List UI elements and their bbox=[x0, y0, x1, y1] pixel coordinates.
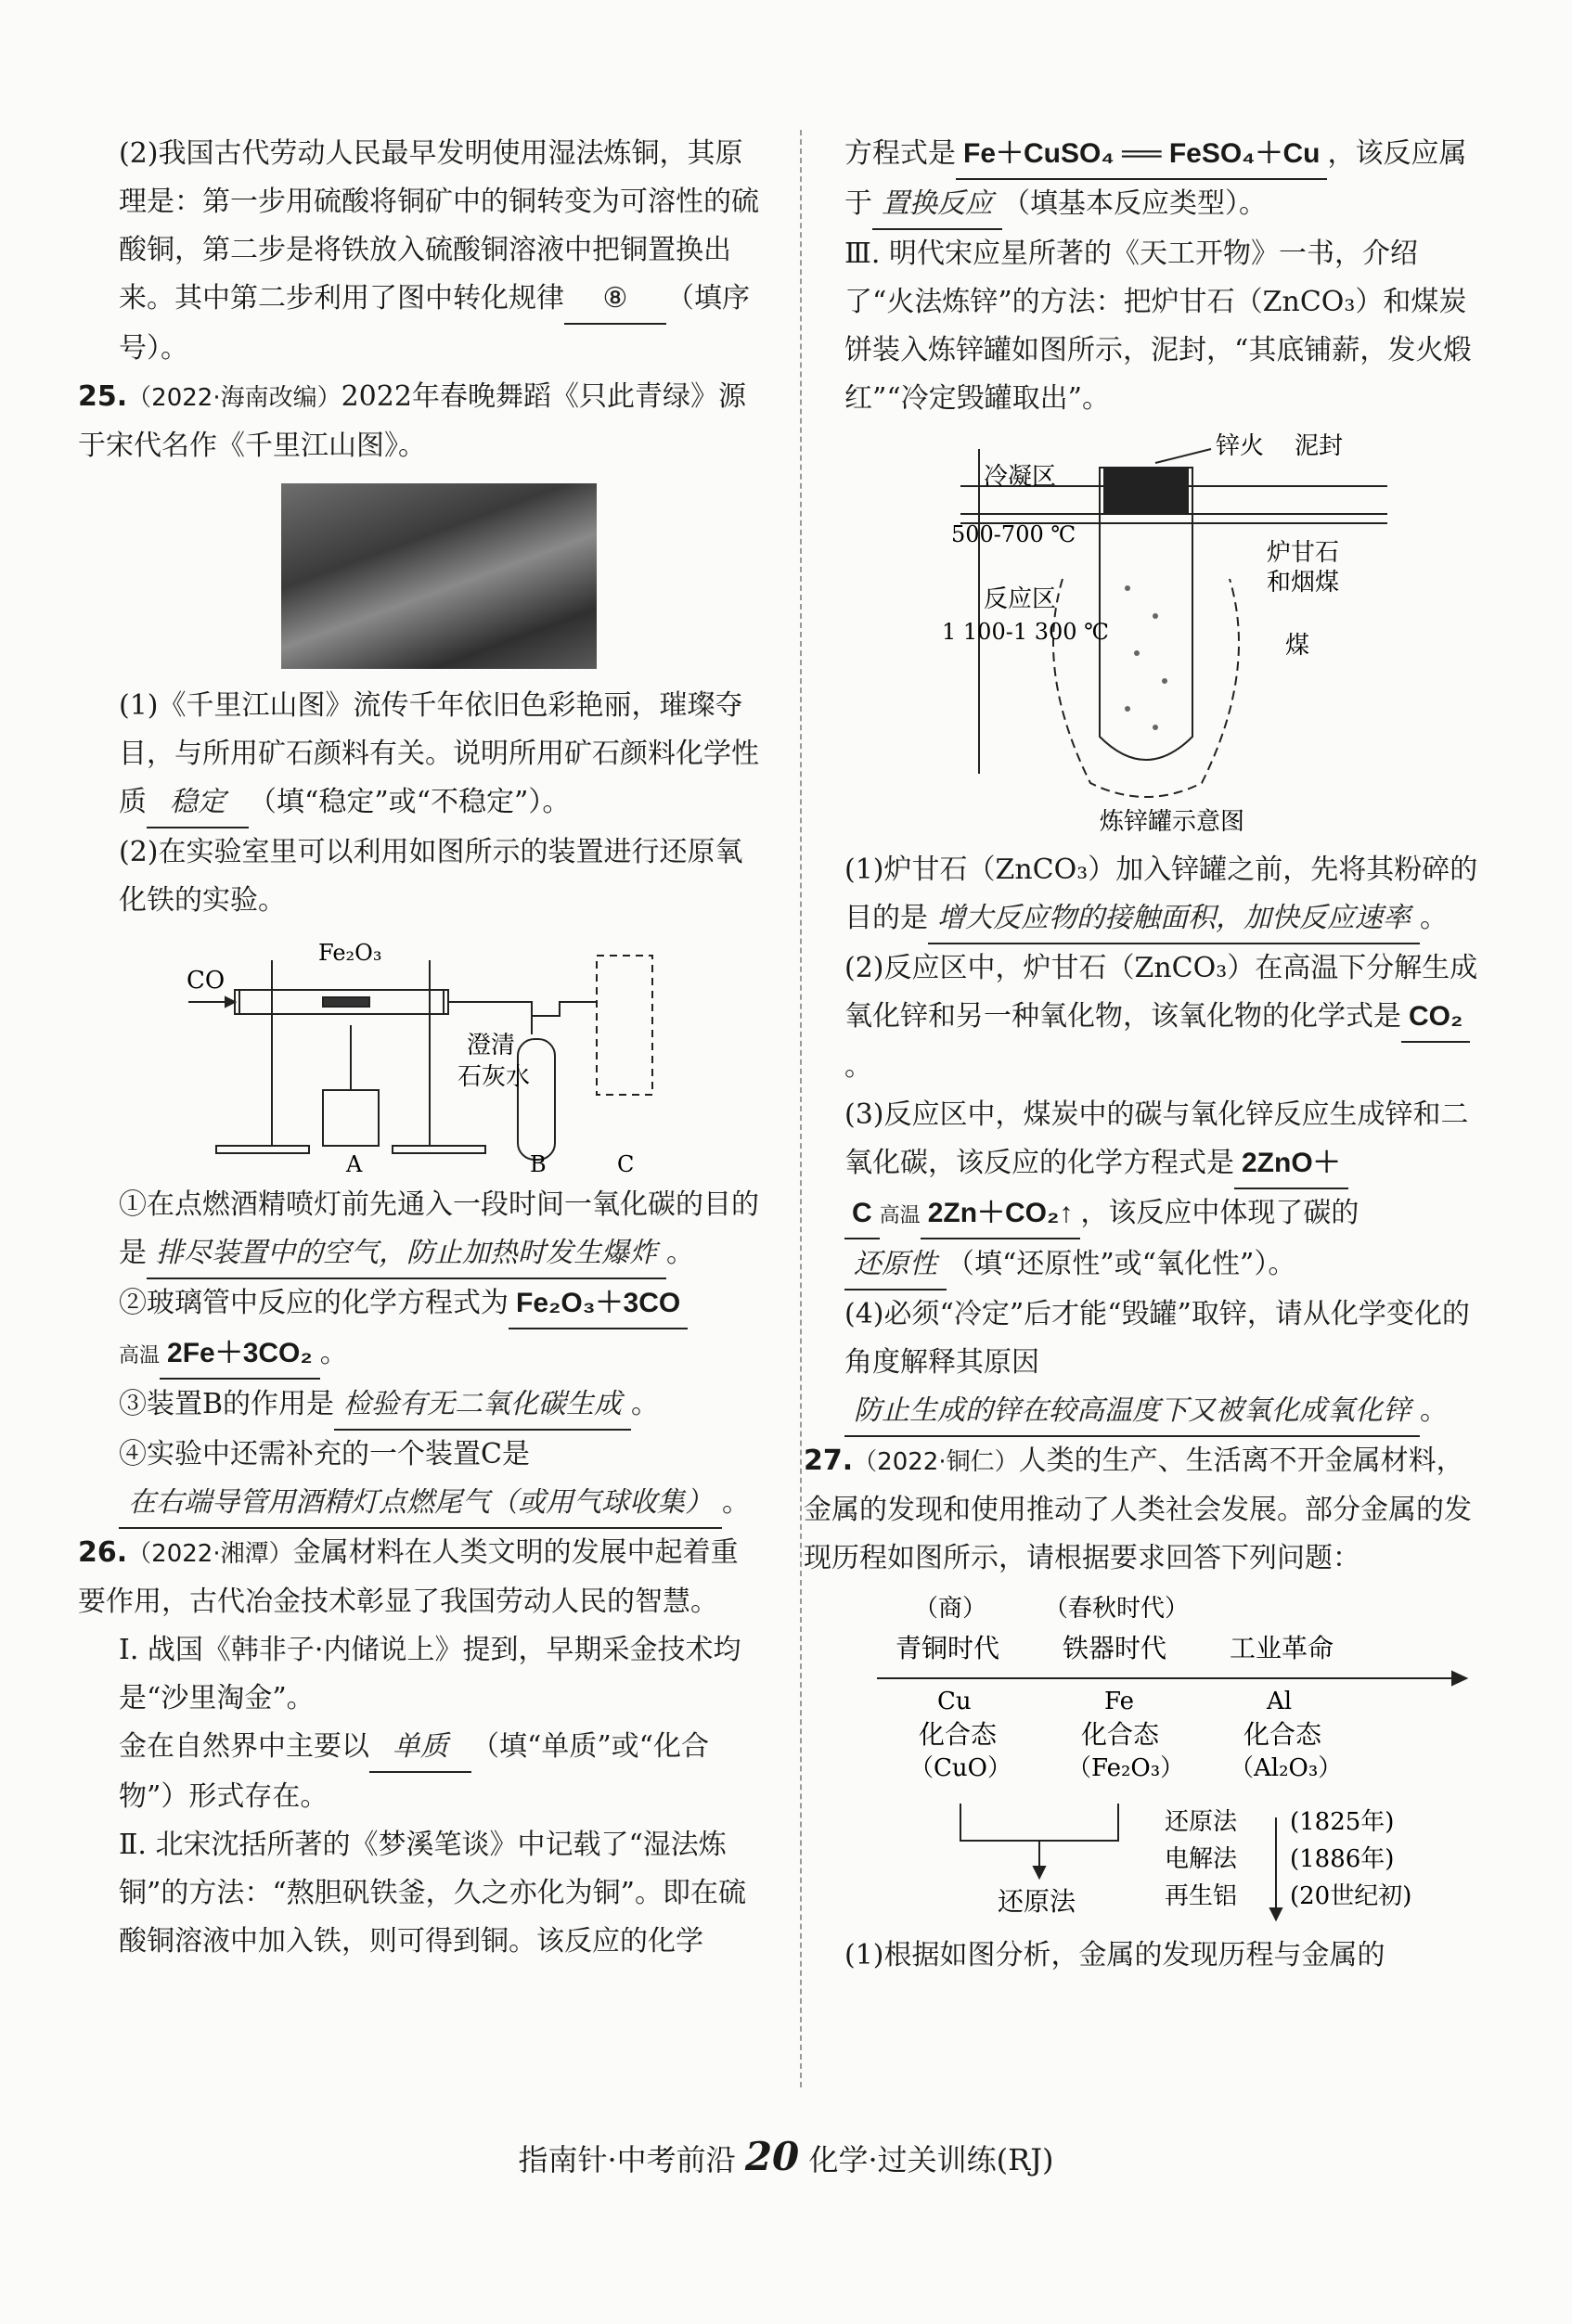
calamine-label-1: 炉甘石 bbox=[1267, 539, 1340, 567]
limewater-label-1: 澄清 bbox=[467, 1032, 516, 1059]
al-year-2: (1886年) bbox=[1290, 1845, 1395, 1873]
q25-s4-answer: 在右端导管用酒精灯点燃尾气（或用气球收集） bbox=[119, 1479, 722, 1529]
coal-label: 煤 bbox=[1285, 632, 1310, 660]
device-c-box bbox=[597, 956, 652, 1095]
q26-2-answer: CO₂ bbox=[1401, 993, 1470, 1043]
q25-2: (2)在实验室里可以利用如图所示的装置进行还原氧化铁的实验。 bbox=[119, 836, 743, 917]
q26-3-condition: 高温 bbox=[879, 1204, 921, 1227]
q26-I-question: 金在自然界中主要以 单质 （填“单质”或“化合物”）形式存在。 bbox=[119, 1723, 759, 1821]
q26-2: (2)反应区中，炉甘石（ZnCO₃）在高温下分解生成氧化锌和另一种氧化物，该氧化物的化学式是 CO₂。 bbox=[844, 952, 1478, 1083]
page-footer bbox=[0, 2134, 1572, 2179]
alcohol-burner bbox=[323, 1090, 379, 1146]
method-reduction: 还原法 bbox=[998, 1886, 1076, 1917]
metal-fe: Fe bbox=[1104, 1688, 1135, 1715]
page-number: 20 bbox=[744, 2134, 800, 2179]
zinc-furnace-diagram bbox=[868, 430, 1462, 839]
footer-left: 指南针·中考前沿 bbox=[518, 2142, 736, 2177]
label-b: B bbox=[530, 1151, 547, 1174]
q26-4: (4)必须“冷定”后才能“毁罐”取锌，请从化学变化的角度解释其原因防止生成的锌在较高温度下又被氧化成氧化锌 。 bbox=[844, 1290, 1485, 1437]
metal-cu: Cu bbox=[937, 1688, 972, 1715]
q25-s3-answer: 检验有无二氧化碳生成 bbox=[334, 1380, 631, 1431]
fe2o3-sample bbox=[323, 997, 369, 1007]
q25-s1: ①在点燃酒精喷灯前先通入一段时间一氧化碳的目的是 排尽装置中的空气，防止加热时发生爆炸 。 bbox=[119, 1181, 759, 1279]
fe-form: （Fe₂O₃） bbox=[1067, 1754, 1185, 1782]
era1-paren: （商） bbox=[914, 1595, 987, 1623]
q26-3-answer-2: 还原性 bbox=[844, 1240, 947, 1290]
q26-3: (3)反应区中，煤炭中的碳与氧化锌反应生成锌和二氧化碳，该反应的化学方程式是 2ZnO＋ C 高温 2Zn＋CO₂↑ ，该反应中体现了碳的 还原性 （填“还原性”或“氧化性”）。 bbox=[844, 1091, 1485, 1290]
zinc-fire-label: 锌火 bbox=[1216, 432, 1265, 460]
q24-2-answer: ⑧ bbox=[564, 275, 666, 325]
fe-state: 化合态 bbox=[1081, 1719, 1160, 1750]
q26-III: Ⅲ. 明代宋应星所著的《天工开物》一书，介绍了“火法炼锌”的方法：把炉甘石（ZnCO₃）和煤炭饼装入炼锌罐如图所示，泥封，“其底铺薪，发火煅红”“冷定毁罐取出”。 bbox=[844, 238, 1472, 415]
al-form: （Al₂O₃） bbox=[1230, 1754, 1343, 1782]
q25-s2: ②玻璃管中反应的化学方程式为 Fe₂O₃＋3CO 高温 2Fe＋3CO₂ 。 bbox=[119, 1279, 759, 1380]
al-method-3: 再生铝 bbox=[1165, 1882, 1238, 1910]
label-a: A bbox=[346, 1151, 363, 1174]
left-column bbox=[78, 130, 759, 1966]
furnace-caption: 炼锌罐示意图 bbox=[1100, 808, 1245, 836]
q25-1-answer: 稳定 bbox=[147, 778, 249, 828]
q25-s2-answer-a: Fe₂O₃＋3CO bbox=[509, 1279, 688, 1329]
al-method-2: 电解法 bbox=[1165, 1845, 1238, 1873]
reaction-zone-label: 反应区 bbox=[984, 585, 1057, 613]
landscape-painting-image bbox=[281, 483, 597, 669]
q25-stem: 25.（2022·海南改编）2022年春晚舞蹈《只此青绿》源于宋代名作《千里江山图》。 bbox=[78, 380, 746, 462]
q26-3-answer-a: 2ZnO＋ bbox=[1234, 1139, 1348, 1189]
cu-form: （CuO） bbox=[909, 1754, 1011, 1782]
test-tube-b bbox=[518, 1039, 555, 1160]
q25-1: (1)《千里江山图》流传千年依旧色彩艳丽，璀璨夺目，与所用矿石颜料有关。说明所用矿石颜料化学性质 稳定 （填“稳定”或“不稳定”）。 bbox=[119, 682, 759, 828]
coal-bed bbox=[1053, 579, 1239, 797]
q26-1: (1)炉甘石（ZnCO₃）加入锌罐之前，先将其粉碎的目的是 增大反应物的接触面积，加快反应速率 。 bbox=[844, 846, 1485, 944]
q27-1: (1)根据如图分析，金属的发现历程与金属的 bbox=[844, 1939, 1385, 1971]
q26-II-cont: 方程式是 Fe＋CuSO₄ ══ FeSO₄＋Cu ，该反应属于 置换反应 （填基本反应类型）。 bbox=[844, 130, 1485, 230]
q26-II-equation: Fe＋CuSO₄ ══ FeSO₄＋Cu bbox=[956, 130, 1327, 180]
metal-discovery-timeline bbox=[858, 1590, 1471, 1924]
q26-3-answer-c: 2Zn＋CO₂↑ bbox=[921, 1189, 1081, 1239]
mud-seal-label: 泥封 bbox=[1295, 432, 1344, 460]
column-divider bbox=[800, 130, 802, 2087]
al-year-3: (20世纪初) bbox=[1290, 1882, 1412, 1910]
mud-seal bbox=[1104, 468, 1188, 514]
q26-stem: 26.（2022·湘潭）金属材料在人类文明的发展中起着重要作用，古代冶金技术彰显了我国劳动人民的智慧。 bbox=[78, 1536, 739, 1618]
q26-I-answer: 单质 bbox=[369, 1723, 471, 1773]
q26-3-answer-b: C bbox=[844, 1189, 880, 1239]
q27-stem: 27.（2022·铜仁）人类的生产、生活离不开金属材料，金属的发现和使用推动了人类社会发展。部分金属的发现历程如图所示，请根据要求回答下列问题： bbox=[804, 1444, 1472, 1574]
co-reduction-apparatus bbox=[161, 932, 717, 1174]
calamine-label-2: 和烟煤 bbox=[1267, 569, 1340, 597]
q26-1-answer: 增大反应物的接触面积，加快反应速率 bbox=[928, 894, 1420, 944]
cu-state: 化合态 bbox=[919, 1719, 998, 1750]
right-column bbox=[804, 130, 1485, 1980]
al-method-1: 还原法 bbox=[1165, 1808, 1238, 1836]
q25-s2-condition: 高温 bbox=[119, 1344, 161, 1367]
q25-s2-answer-b: 2Fe＋3CO₂ bbox=[160, 1329, 320, 1380]
q25-s1-answer: 排尽装置中的空气，防止加热时发生爆炸 bbox=[147, 1229, 666, 1279]
era2-label: 铁器时代 bbox=[1063, 1633, 1167, 1663]
q26-II-type-answer: 置换反应 bbox=[872, 180, 1002, 230]
co-label: CO bbox=[187, 967, 225, 995]
limewater-label-2: 石灰水 bbox=[457, 1063, 531, 1091]
condense-zone-label: 冷凝区 bbox=[984, 463, 1057, 491]
metal-al: Al bbox=[1267, 1688, 1293, 1715]
q25-s4: ④实验中还需补充的一个装置C是在右端导管用酒精灯点燃尾气（或用气球收集） 。 bbox=[119, 1431, 759, 1529]
al-state: 化合态 bbox=[1243, 1719, 1322, 1750]
label-c: C bbox=[617, 1151, 635, 1174]
q25-s3: ③装置B的作用是 检验有无二氧化碳生成 。 bbox=[119, 1380, 759, 1431]
footer-right: 化学·过关训练(RJ) bbox=[808, 2142, 1054, 2177]
q24-2: (2)我国古代劳动人民最早发明使用湿法炼铜，其原理是：第一步用硫酸将铜矿中的铜转变为可溶性的硫酸铜，第二步是将铁放入硫酸铜溶液中把铜置换出来。其中第二步利用了图中转化规律 ⑧ （填序号）。 bbox=[119, 137, 759, 365]
al-year-1: (1825年) bbox=[1290, 1808, 1395, 1836]
q26-I: Ⅰ. 战国《韩非子·内储说上》提到，早期采金技术均是“沙里淘金”。 bbox=[119, 1634, 741, 1714]
reaction-temp-label: 1 100-1 300 ℃ bbox=[942, 619, 1109, 645]
era1-label: 青铜时代 bbox=[896, 1633, 1000, 1663]
era3-label: 工业革命 bbox=[1230, 1633, 1334, 1663]
condense-temp-label: 500-700 ℃ bbox=[951, 521, 1076, 547]
fe2o3-label: Fe₂O₃ bbox=[318, 940, 382, 966]
era2-paren: （春秋时代） bbox=[1044, 1595, 1190, 1623]
q26-II: Ⅱ. 北宋沈括所著的《梦溪笔谈》中记载了“湿法炼铜”的方法：“熬胆矾铁釜，久之亦化为铜”。即在硫酸铜溶液中加入铁，则可得到铜。该反应的化学 bbox=[119, 1829, 747, 1958]
q26-4-answer: 防止生成的锌在较高温度下又被氧化成氧化锌 bbox=[844, 1387, 1420, 1437]
